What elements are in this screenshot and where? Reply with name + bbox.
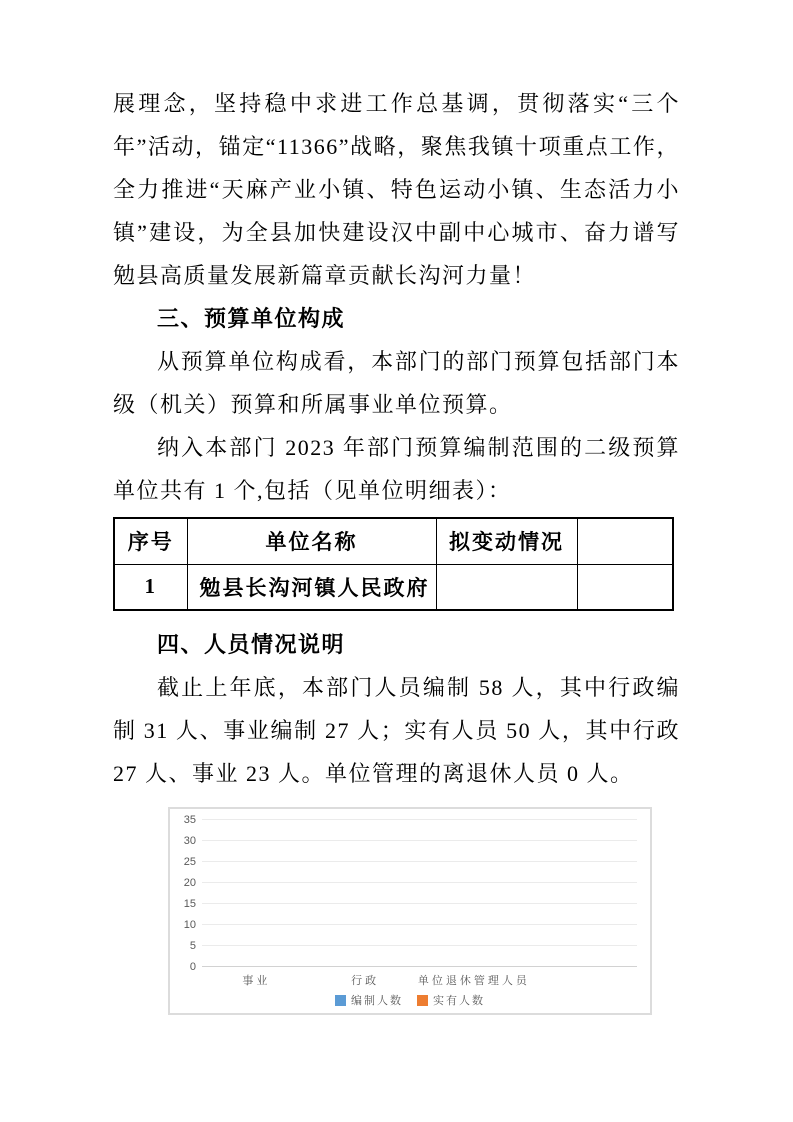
section3-paragraph-1: 从预算单位构成看，本部门的部门预算包括部门本级（机关）预算和所属事业单位预算。 — [113, 349, 680, 417]
cell-change-status — [436, 564, 577, 610]
x-category-label: 行政 — [351, 975, 380, 987]
cell-empty — [577, 564, 673, 610]
table-row — [114, 564, 673, 610]
y-tick-label: 0 — [189, 961, 196, 973]
x-axis-line — [202, 966, 637, 967]
x-category-label: 单位退休管理人员 — [417, 975, 530, 987]
chart-category-labels — [202, 972, 637, 988]
y-tick-label: 10 — [183, 919, 196, 931]
chart-plot — [183, 814, 637, 973]
gridline — [202, 819, 637, 820]
legend-swatch — [335, 995, 346, 1006]
section4-heading: 四、人员情况说明 — [157, 632, 346, 657]
gridline — [202, 882, 637, 883]
header-cell-unit-name: 单位名称 — [187, 518, 436, 564]
table-header-row — [114, 518, 673, 564]
budget-unit-table — [113, 517, 674, 611]
section3-heading: 三、预算单位构成 — [157, 306, 346, 331]
intro-paragraph: 展理念，坚持稳中求进工作总基调，贯彻落实“三个年”活动，锚定“11366”战略，聚焦我镇十项重点工作，全力推进“天麻产业小镇、特色运动小镇、生态活力小镇”建设，为全县加快建设汉中副中心城市、奋力谱写勉县高质量发展新篇章贡献长沟河力量！ — [113, 91, 680, 288]
header-cell-index: 序号 — [114, 518, 187, 564]
x-category-label: 事业 — [242, 975, 271, 987]
chart-legend — [170, 992, 650, 1008]
cell-unit-name: 勉县长沟河镇人民政府 — [187, 564, 436, 610]
cell-index: 1 — [114, 564, 187, 610]
legend-item — [417, 992, 485, 1008]
gridline — [202, 861, 637, 862]
y-tick-label: 30 — [183, 835, 196, 847]
section4-paragraph-1: 截止上年底，本部门人员编制 58 人，其中行政编制 31 人、事业编制 27 人；实有人员 50 人，其中行政 27 人、事业 23 人。单位管理的离退休人员 0 人。 — [113, 675, 680, 786]
legend-swatch — [417, 995, 428, 1006]
legend-label: 实有人数 — [433, 995, 485, 1007]
gridline — [202, 924, 637, 925]
y-tick-label: 25 — [183, 856, 196, 868]
legend-label: 编制人数 — [351, 995, 403, 1007]
y-tick-label: 5 — [189, 940, 196, 952]
legend-item — [335, 992, 403, 1008]
gridline — [202, 840, 637, 841]
gridline — [202, 903, 637, 904]
section3-paragraph-2: 纳入本部门 2023 年部门预算编制范围的二级预算单位共有 1 个,包括（见单位明细表）： — [113, 435, 680, 503]
y-tick-label: 20 — [183, 877, 196, 889]
header-cell-empty — [577, 518, 673, 564]
gridline — [202, 945, 637, 946]
personnel-bar-chart — [168, 807, 652, 1015]
y-tick-label: 15 — [183, 898, 196, 910]
header-cell-change-status: 拟变动情况 — [436, 518, 577, 564]
y-tick-label: 35 — [183, 814, 196, 826]
